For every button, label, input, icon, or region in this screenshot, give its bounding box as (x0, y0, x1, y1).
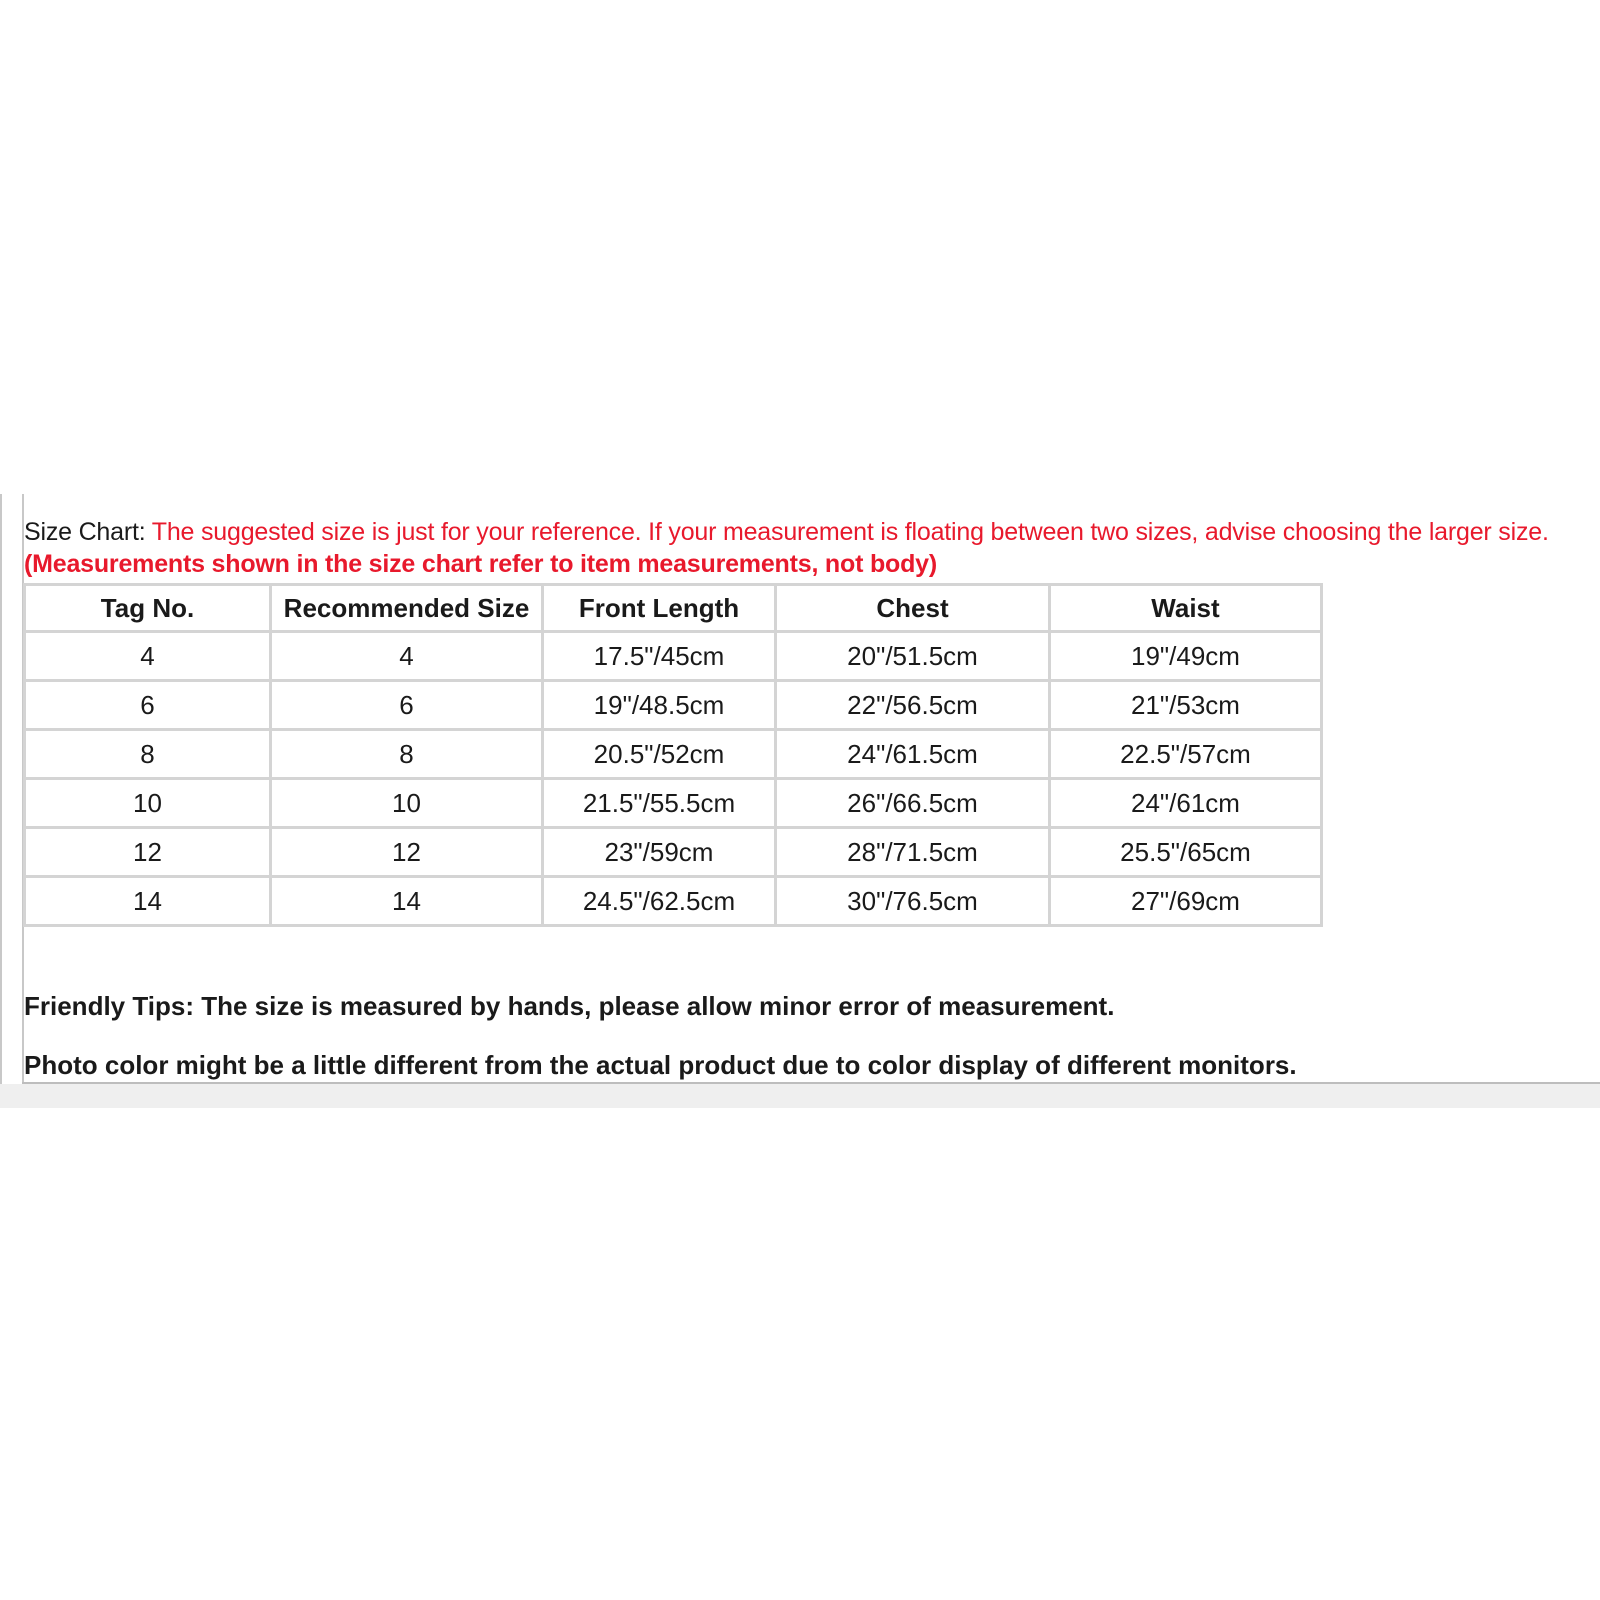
size-reference-note: The suggested size is just for your reference. If your measurement is floating between two sizes, advise choosing the larger size. (151, 518, 1549, 546)
cell-recommended-size: 14 (271, 877, 543, 926)
size-chart-label: Size Chart (24, 518, 139, 546)
intro-separator: : (138, 518, 152, 546)
table-row (25, 681, 1322, 730)
cell-tag-no: 12 (25, 828, 271, 877)
table-row (25, 828, 1322, 877)
cell-chest: 28"/71.5cm (776, 828, 1050, 877)
cell-recommended-size: 10 (271, 779, 543, 828)
cell-tag-no: 6 (25, 681, 271, 730)
table-row (25, 632, 1322, 681)
cell-tag-no: 4 (25, 632, 271, 681)
table-row (25, 877, 1322, 926)
cell-front-length: 20.5"/52cm (543, 730, 776, 779)
cell-waist: 22.5"/57cm (1050, 730, 1322, 779)
cell-waist: 24"/61cm (1050, 779, 1322, 828)
size-chart-intro (24, 516, 1584, 580)
header-chest: Chest (776, 585, 1050, 632)
cell-recommended-size: 8 (271, 730, 543, 779)
cell-tag-no: 10 (25, 779, 271, 828)
cell-tag-no: 14 (25, 877, 271, 926)
cell-waist: 25.5"/65cm (1050, 828, 1322, 877)
panel-footer-band (0, 1084, 1600, 1108)
cell-front-length: 17.5"/45cm (543, 632, 776, 681)
table-row (25, 730, 1322, 779)
table-row (25, 779, 1322, 828)
photo-color-note: Photo color might be a little different from the actual product due to color display of different monitors. (24, 1050, 1297, 1080)
cell-front-length: 24.5"/62.5cm (543, 877, 776, 926)
cell-recommended-size: 4 (271, 632, 543, 681)
cell-front-length: 19"/48.5cm (543, 681, 776, 730)
cell-chest: 22"/56.5cm (776, 681, 1050, 730)
cell-front-length: 23"/59cm (543, 828, 776, 877)
cell-chest: 24"/61.5cm (776, 730, 1050, 779)
measurement-note: (Measurements shown in the size chart refer to item measurements, not body) (24, 550, 937, 578)
header-tag-no: Tag No. (25, 585, 271, 632)
cell-chest: 20"/51.5cm (776, 632, 1050, 681)
cell-tag-no: 8 (25, 730, 271, 779)
cell-recommended-size: 12 (271, 828, 543, 877)
header-recommended-size: Recommended Size (271, 585, 543, 632)
cell-waist: 27"/69cm (1050, 877, 1322, 926)
cell-waist: 19"/49cm (1050, 632, 1322, 681)
cell-chest: 26"/66.5cm (776, 779, 1050, 828)
header-front-length: Front Length (543, 585, 776, 632)
friendly-tips: Friendly Tips: The size is measured by hands, please allow minor error of measurement. (24, 991, 1115, 1021)
cell-chest: 30"/76.5cm (776, 877, 1050, 926)
cell-front-length: 21.5"/55.5cm (543, 779, 776, 828)
cell-waist: 21"/53cm (1050, 681, 1322, 730)
size-table (23, 583, 1323, 927)
header-waist: Waist (1050, 585, 1322, 632)
table-header-row (25, 585, 1322, 632)
cell-recommended-size: 6 (271, 681, 543, 730)
